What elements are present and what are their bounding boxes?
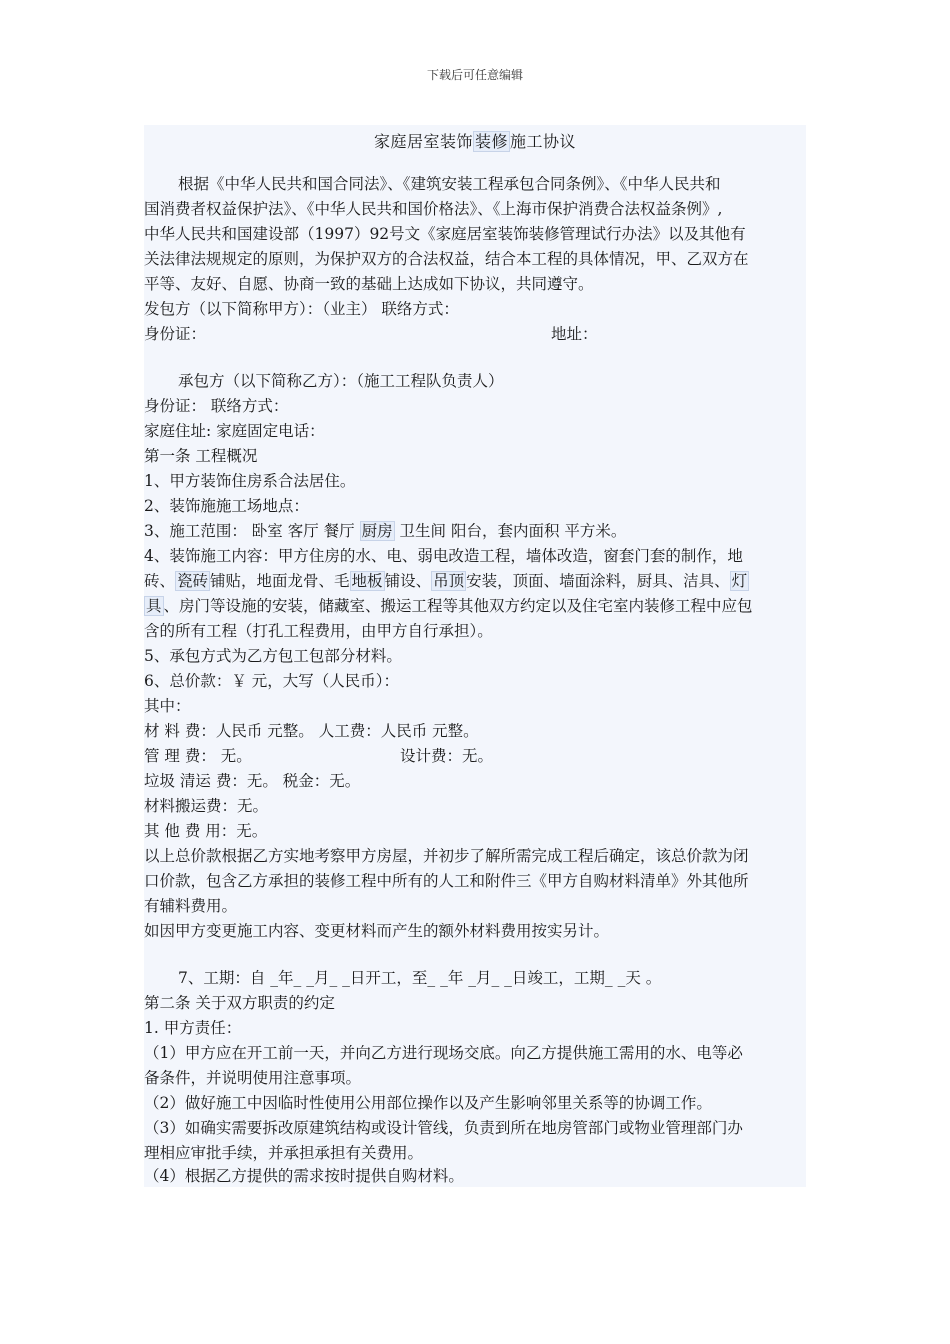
highlight-word: 厨房 (361, 522, 393, 540)
clause-line: 其中： (144, 697, 191, 715)
text-part: 砖、 (144, 572, 176, 590)
highlight-word: 地板 (351, 572, 383, 590)
clause-content: 4、装饰施工内容：甲方住房的水、电、弱电改造工程，墙体改造，窗套门套的制作，地 (144, 547, 743, 565)
duty-line: 理相应审批手续，并承担承担有关费用。 (144, 1144, 424, 1162)
page-header: 下载后可任意编辑 (426, 68, 523, 82)
text-part: 、房门等设施的安装，储藏室、搬运工程等其他双方约定以及住宅室内装修工程中应包 (163, 597, 753, 615)
fee-line: 材料搬运费：无。 (144, 797, 269, 815)
text-part: 铺设、 (384, 572, 432, 590)
preamble-line: 关法律法规规定的原则，为保护双方的合法权益，结合本工程的具体情况，甲、乙双方在 (144, 250, 749, 268)
clause-scope (144, 521, 626, 541)
text-part: 3、施工范围： 卧室 客厅 餐厅 (144, 522, 360, 540)
party-a-address: 地址： (551, 325, 598, 343)
highlight-word: 吊顶 (433, 572, 465, 590)
duty-line: （4）根据乙方提供的需求按时提供自购材料。 (144, 1167, 464, 1185)
clause-line: 2、装饰施施工场地点： (144, 497, 309, 515)
fee-line: 垃圾 清运 费：无。 税金：无。 (144, 772, 361, 790)
title-highlight: 装修 (474, 132, 508, 151)
highlight-word: 灯 (731, 572, 748, 590)
price-note: 如因甲方变更施工内容、变更材料而产生的额外材料费用按实另计。 (144, 922, 610, 940)
clause-line: 1. 甲方责任： (144, 1019, 242, 1037)
section-heading: 第二条 关于双方职责的约定 (144, 994, 335, 1012)
clause-content: 含的所有工程（打孔工程费用，由甲方自行承担）。 (144, 622, 493, 640)
party-a-line: 发包方（以下简称甲方）：（业主） 联络方式： (144, 300, 459, 318)
duty-line: （1）甲方应在开工前一天，并向乙方进行现场交底。向乙方提供施工需用的水、电等必 (144, 1044, 743, 1062)
fee-line: 材 料 费：人民币 元整。 人工费：人民币 元整。 (144, 722, 479, 740)
preamble-line: 根据《中华人民共和国合同法》、《建筑安装工程承包合同条例》、《中华人民共和 (178, 175, 721, 193)
duty-line: （2）做好施工中因临时性使用公用部位操作以及产生影响邻里关系等的协调工作。 (144, 1094, 712, 1112)
party-b-address: 家庭住址: 家庭固定电话： (144, 422, 325, 440)
document-title (144, 129, 806, 152)
fee-line: 其 他 费 用：无。 (144, 822, 268, 840)
duty-line: （3）如确实需要拆改原建筑结构或设计管线，负责到所在地房管部门或物业管理部门办 (144, 1119, 743, 1137)
duty-line: 备条件，并说明使用注意事项。 (144, 1069, 362, 1087)
fee-design: 设计费：无。 (400, 747, 494, 765)
price-note: 口价款，包含乙方承担的装修工程中所有的人工和附件三《甲方自购材料清单》外其他所 (144, 872, 749, 890)
fee-line: 管 理 费： 无。 (144, 747, 252, 765)
party-b-line: 承包方（以下简称乙方）：（施工工程队负责人） (178, 372, 504, 390)
price-note: 有辅料费用。 (144, 897, 238, 915)
text-part: 安装，顶面、墙面涂料，厨具、洁具、 (466, 572, 730, 590)
clause-line: 1、甲方装饰住房系合法居住。 (144, 472, 356, 490)
price-note: 以上总价款根据乙方实地考察甲方房屋，并初步了解所需完成工程后确定，该总价款为闭 (144, 847, 749, 865)
clause-line: 5、承包方式为乙方包工包部分材料。 (144, 647, 402, 665)
text-part: 卫生间 阳台，套内面积 平方米。 (394, 522, 627, 540)
clause-price: 6、总价款：￥ 元，大写（人民币）： (144, 672, 400, 690)
text-part: 铺贴，地面龙骨、毛 (210, 572, 350, 590)
clause-content (144, 571, 749, 591)
preamble-line: 中华人民共和国建设部（1997）92号文《家庭居室装饰装修管理试行办法》以及其他有 (144, 225, 746, 243)
title-part: 家庭居室装饰 (373, 132, 473, 151)
section-heading: 第一条 工程概况 (144, 447, 258, 465)
party-a-id: 身份证： (144, 325, 207, 343)
highlight-word: 瓷砖 (177, 572, 209, 590)
party-b-id: 身份证： 联络方式： (144, 397, 289, 415)
preamble-line: 国消费者权益保护法》、《中华人民共和国价格法》、《上海市保护消费合法权益条例》, (144, 200, 723, 218)
document-body (144, 125, 806, 1187)
highlight-word: 具 (146, 597, 162, 615)
preamble-line: 平等、友好、自愿、协商一致的基础上达成如下协议，共同遵守。 (144, 275, 594, 293)
title-part: 施工协议 (510, 132, 577, 151)
clause-schedule: 7、工期：自 _年_ _月_ _日开工，至_ _年 _月_ _日竣工，工期_ _天 。 (178, 969, 662, 987)
clause-content (144, 596, 753, 616)
